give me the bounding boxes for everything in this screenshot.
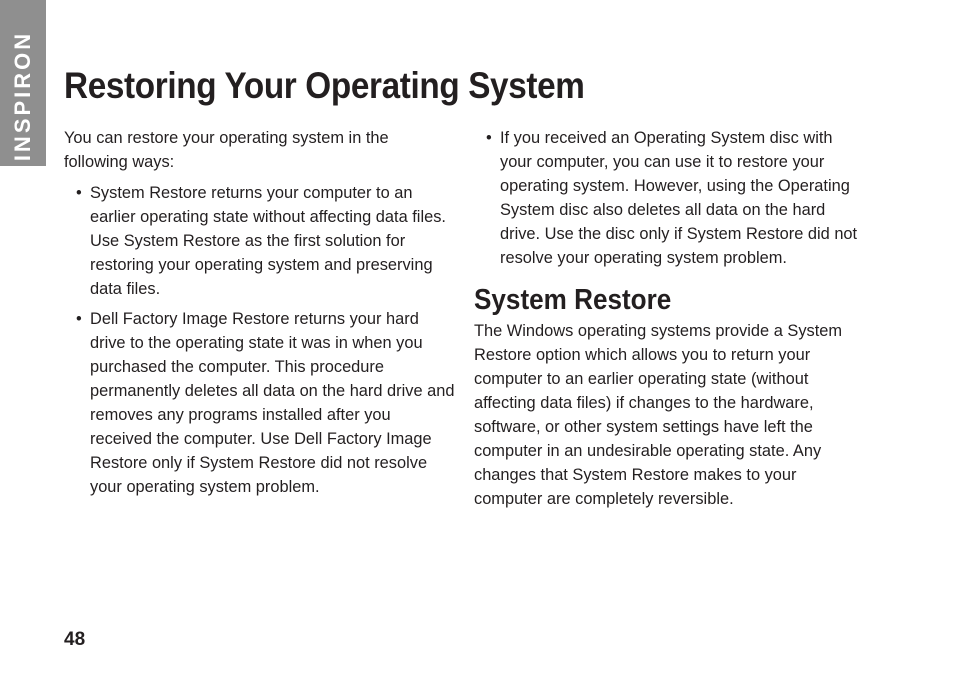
- right-column: [474, 126, 866, 511]
- restore-methods-list: [64, 181, 456, 499]
- bullet-icon: •: [76, 310, 82, 328]
- list-item-text: System Restore returns your computer to an earlier operating state without affecting data files. Use System Restore as the first solution for restoring your operating system and preserving data files.: [90, 184, 446, 298]
- bullet-icon: •: [76, 184, 82, 202]
- section-heading-system-restore: System Restore: [474, 284, 672, 316]
- system-restore-paragraph: The Windows operating systems provide a System Restore option which allows you to return your computer to an earlier operating state (without affecting data files) if changes to the hardware, software, or other system settings have left the computer in an undesirable operating state. Any changes that System Restore makes to your computer are completely reversible.: [474, 322, 843, 508]
- list-item-factory-image-restore: [64, 307, 456, 499]
- left-column: [64, 126, 456, 499]
- page-title: Restoring Your Operating System: [64, 65, 585, 106]
- page-number: 48: [64, 629, 86, 650]
- brand-side-tab: [0, 0, 46, 166]
- restore-methods-list-continued: [474, 126, 866, 270]
- list-item-operating-system-disc: [474, 126, 866, 270]
- brand-side-tab-label: INSPIRON: [10, 30, 35, 162]
- list-item-text: If you received an Operating System disc with your computer, you can use it to restore your operating system. However, using the Operating System disc also deletes all data on the hard drive. Use the disc only if System Restore did not resolve your operating system problem.: [500, 129, 858, 267]
- list-item-system-restore: [64, 181, 456, 301]
- intro-paragraph: You can restore your operating system in the following ways:: [64, 129, 389, 171]
- list-item-text: Dell Factory Image Restore returns your hard drive to the operating state it was in when you purchased the computer. This procedure permanently deletes all data on the hard drive and removes any programs installed after you received the computer. Use Dell Factory Image Restore only if System Restore did not resolve your operating system problem.: [90, 310, 455, 496]
- bullet-icon: •: [486, 129, 492, 147]
